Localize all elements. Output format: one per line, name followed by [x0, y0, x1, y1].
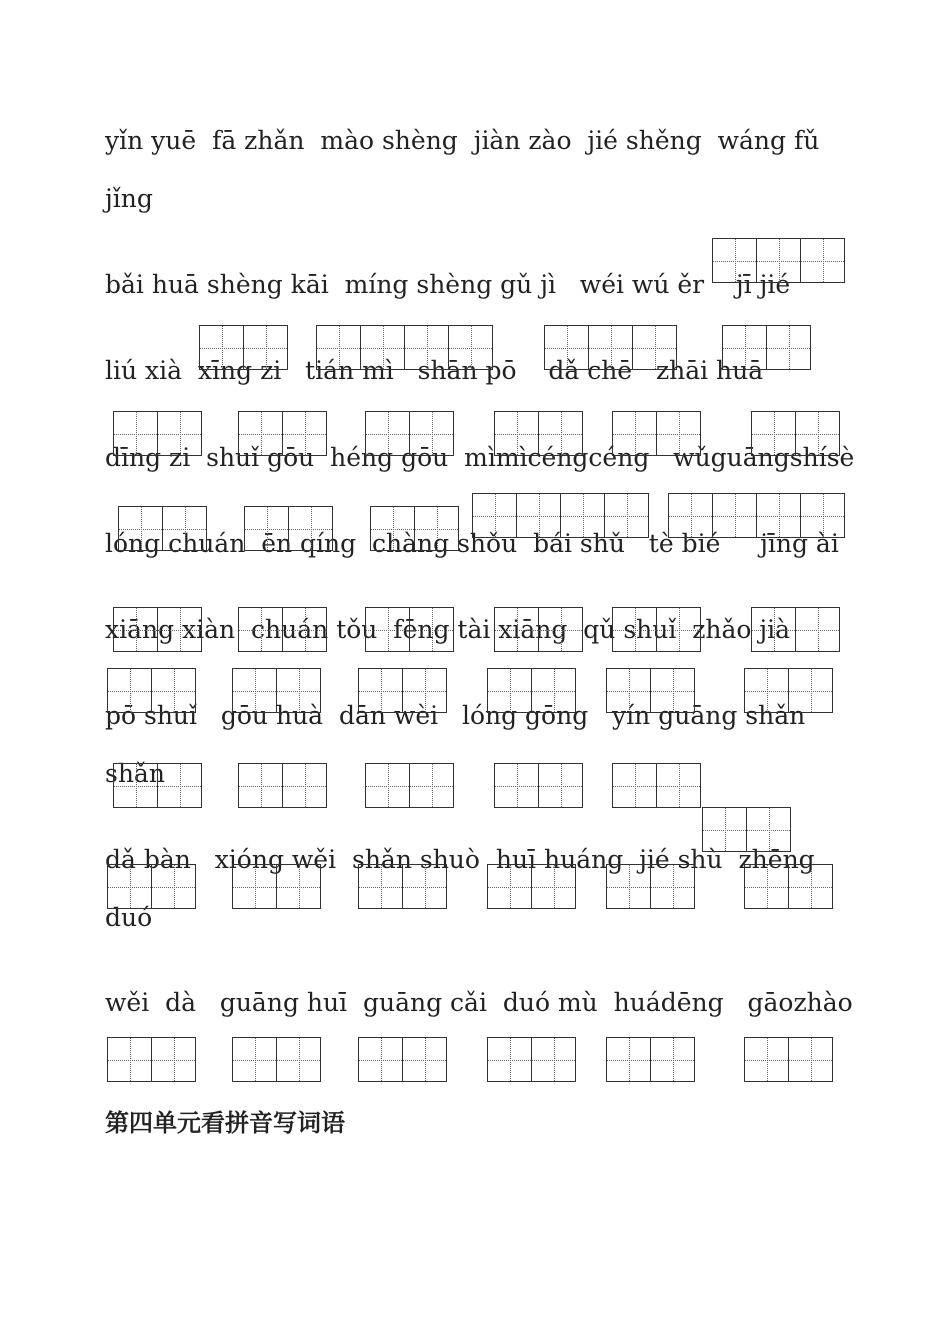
writing-box-group	[722, 325, 810, 369]
writing-box-group	[358, 668, 446, 712]
writing-box-group	[744, 864, 832, 908]
writing-cell	[151, 864, 196, 909]
writing-cell	[472, 493, 517, 538]
writing-cell	[409, 763, 454, 808]
writing-cell	[795, 411, 840, 456]
writing-cell	[276, 1037, 321, 1082]
writing-cell	[702, 807, 747, 852]
writing-cell	[358, 668, 403, 713]
writing-cell	[656, 607, 701, 652]
writing-cell	[365, 607, 410, 652]
writing-cell	[118, 506, 163, 551]
writing-cell	[606, 1037, 651, 1082]
writing-cell	[531, 1037, 576, 1082]
writing-box-group	[365, 411, 453, 455]
writing-box-group	[744, 1037, 832, 1081]
writing-cell	[751, 411, 796, 456]
writing-cell	[199, 325, 244, 370]
writing-cell	[487, 668, 532, 713]
writing-cell	[113, 607, 158, 652]
pinyin-line-7: xiāng xiàn chuán tǒu fēng tài xiāng qǔ shuǐ zhǎo jià	[105, 615, 791, 644]
writing-cell	[788, 668, 833, 713]
writing-box-group	[113, 607, 201, 651]
writing-cell	[448, 325, 493, 370]
writing-box-group	[244, 506, 332, 550]
writing-cell	[746, 807, 791, 852]
writing-box-group	[113, 411, 201, 455]
writing-box-group	[744, 668, 832, 712]
writing-box-group	[668, 493, 844, 537]
writing-box-group	[487, 1037, 575, 1081]
writing-box-group	[107, 668, 195, 712]
writing-box-group	[494, 607, 582, 651]
writing-box-group	[107, 864, 195, 908]
writing-box-group	[612, 607, 700, 651]
writing-cell	[650, 1037, 695, 1082]
writing-cell	[606, 668, 651, 713]
writing-cell	[162, 506, 207, 551]
pinyin-line-11: duó	[105, 903, 153, 932]
writing-cell	[107, 1037, 152, 1082]
section-heading: 第四单元看拼音写词语	[105, 1108, 345, 1137]
writing-cell	[632, 325, 677, 370]
writing-cell	[531, 864, 576, 909]
writing-cell	[244, 506, 289, 551]
writing-cell	[238, 411, 283, 456]
writing-box-group	[494, 411, 582, 455]
writing-cell	[795, 607, 840, 652]
writing-box-group	[232, 864, 320, 908]
pinyin-line-4: liú xià xīng zi tián mì shān pō dǎ chē zhāi huā	[105, 356, 764, 385]
writing-box-group	[113, 763, 201, 807]
writing-box-group	[606, 1037, 694, 1081]
writing-cell	[612, 763, 657, 808]
writing-cell	[544, 325, 589, 370]
writing-box-group	[199, 325, 287, 369]
writing-cell	[107, 864, 152, 909]
writing-cell	[531, 668, 576, 713]
writing-cell	[712, 238, 757, 283]
writing-box-group	[472, 493, 648, 537]
writing-cell	[487, 864, 532, 909]
writing-cell	[604, 493, 649, 538]
writing-cell	[232, 1037, 277, 1082]
writing-cell	[238, 763, 283, 808]
writing-cell	[751, 607, 796, 652]
writing-cell	[151, 668, 196, 713]
writing-cell	[766, 325, 811, 370]
pinyin-line-2: jǐng	[105, 184, 153, 213]
writing-box-group	[118, 506, 206, 550]
writing-box-group	[612, 763, 700, 807]
writing-cell	[282, 763, 327, 808]
writing-cell	[360, 325, 405, 370]
writing-cell	[232, 864, 277, 909]
writing-cell	[370, 506, 415, 551]
writing-cell	[650, 668, 695, 713]
writing-cell	[538, 607, 583, 652]
writing-cell	[744, 864, 789, 909]
writing-cell	[744, 668, 789, 713]
writing-cell	[232, 668, 277, 713]
writing-cell	[756, 493, 801, 538]
writing-box-group	[238, 763, 326, 807]
writing-box-group	[358, 1037, 446, 1081]
writing-cell	[402, 864, 447, 909]
writing-cell	[612, 607, 657, 652]
pinyin-line-9: shǎn	[105, 759, 165, 788]
writing-cell	[538, 763, 583, 808]
writing-cell	[656, 763, 701, 808]
writing-cell	[151, 1037, 196, 1082]
writing-box-group	[612, 411, 700, 455]
writing-cell	[756, 238, 801, 283]
writing-cell	[243, 325, 288, 370]
writing-cell	[107, 668, 152, 713]
pinyin-line-5: dīng zi shuǐ gōu héng gōu mìmìcéngcéng wǔguāngshísè	[105, 443, 855, 472]
pinyin-line-8: pō shuǐ gōu huà dān wèi lóng gōng yín guāng shǎn	[105, 701, 806, 730]
writing-cell	[365, 411, 410, 456]
writing-box-group	[370, 506, 458, 550]
writing-cell	[365, 763, 410, 808]
writing-cell	[276, 864, 321, 909]
writing-cell	[404, 325, 449, 370]
writing-cell	[402, 668, 447, 713]
writing-cell	[282, 607, 327, 652]
writing-cell	[650, 864, 695, 909]
writing-box-group	[365, 763, 453, 807]
writing-cell	[606, 864, 651, 909]
writing-cell	[800, 493, 845, 538]
writing-cell	[560, 493, 605, 538]
writing-box-group	[606, 864, 694, 908]
writing-box-group	[702, 807, 790, 851]
writing-box-group	[494, 763, 582, 807]
writing-box-group	[316, 325, 492, 369]
writing-cell	[494, 411, 539, 456]
writing-cell	[358, 864, 403, 909]
writing-cell	[487, 1037, 532, 1082]
pinyin-line-10: dǎ bàn xióng wěi shǎn shuò huī huáng jié shù zhēng	[105, 845, 815, 874]
writing-box-group	[487, 864, 575, 908]
writing-cell	[358, 1037, 403, 1082]
writing-box-group	[487, 668, 575, 712]
writing-box-group	[712, 238, 844, 282]
writing-box-group	[544, 325, 676, 369]
writing-cell	[402, 1037, 447, 1082]
writing-cell	[414, 506, 459, 551]
writing-cell	[276, 668, 321, 713]
writing-cell	[282, 411, 327, 456]
writing-box-group	[365, 607, 453, 651]
pinyin-line-6: lóng chuán ēn qíng chàng shǒu bái shǔ tè bié jīng ài	[105, 529, 839, 558]
writing-cell	[494, 607, 539, 652]
writing-cell	[409, 607, 454, 652]
writing-cell	[722, 325, 767, 370]
writing-cell	[113, 411, 158, 456]
writing-cell	[588, 325, 633, 370]
writing-cell	[744, 1037, 789, 1082]
writing-box-group	[232, 668, 320, 712]
writing-cell	[538, 411, 583, 456]
writing-cell	[788, 864, 833, 909]
writing-box-group	[606, 668, 694, 712]
writing-cell	[288, 506, 333, 551]
writing-box-group	[238, 607, 326, 651]
writing-cell	[157, 411, 202, 456]
writing-box-group	[238, 411, 326, 455]
writing-cell	[788, 1037, 833, 1082]
writing-cell	[800, 238, 845, 283]
writing-cell	[494, 763, 539, 808]
writing-cell	[157, 763, 202, 808]
writing-box-group	[358, 864, 446, 908]
writing-box-group	[751, 411, 839, 455]
writing-cell	[157, 607, 202, 652]
writing-cell	[316, 325, 361, 370]
writing-cell	[668, 493, 713, 538]
pinyin-line-1: yǐn yuē fā zhǎn mào shèng jiàn zào jié shěng wáng fǔ	[105, 126, 820, 155]
writing-box-group	[107, 1037, 195, 1081]
writing-cell	[712, 493, 757, 538]
writing-cell	[409, 411, 454, 456]
writing-box-group	[751, 607, 839, 651]
pinyin-line-3: bǎi huā shèng kāi míng shèng gǔ jì wéi wú ěr jī jié	[105, 270, 791, 299]
writing-box-group	[232, 1037, 320, 1081]
writing-cell	[113, 763, 158, 808]
writing-cell	[656, 411, 701, 456]
writing-cell	[238, 607, 283, 652]
pinyin-line-12: wěi dà guāng huī guāng cǎi duó mù huádēng gāozhào	[105, 988, 853, 1017]
writing-cell	[516, 493, 561, 538]
writing-cell	[612, 411, 657, 456]
